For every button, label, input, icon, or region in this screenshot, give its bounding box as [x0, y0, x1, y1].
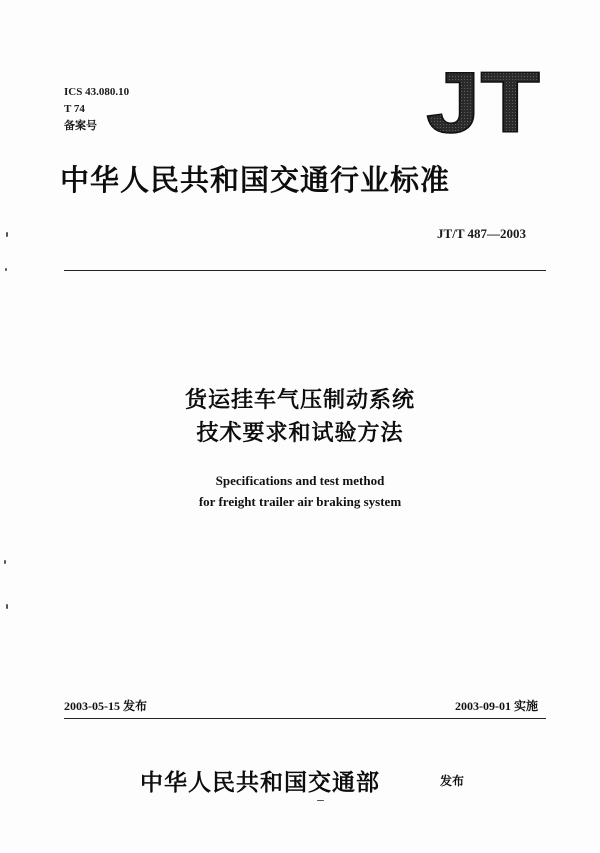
ccs-code: T 74 [64, 103, 85, 115]
standard-number: JT/T 487—2003 [437, 226, 526, 241]
footer-divider [64, 718, 546, 719]
title-english-line-1: Specifications and test method [215, 473, 385, 488]
scan-speck [6, 604, 8, 609]
jt-logo-text: JT [426, 66, 540, 138]
header-divider [64, 270, 546, 271]
org-title: 中华人民共和国交通行业标准 [60, 163, 451, 197]
classification-block [64, 84, 129, 135]
scan-speck [6, 232, 8, 237]
implementation-date: 2003-09-01 实施 [455, 699, 538, 713]
title-english [0, 470, 600, 512]
title-english-line-2: for freight trailer air braking system [198, 494, 402, 509]
title-chinese-line-1: 货运挂车气压制动系统 [184, 388, 415, 413]
title-chinese-line-2: 技术要求和试验方法 [196, 421, 404, 446]
jt-logo [424, 66, 542, 138]
issue-date: 2003-05-15 发布 [64, 699, 147, 713]
title-chinese [0, 384, 600, 450]
scan-speck [317, 800, 324, 801]
issuer-name: 中华人民共和国交通部 [140, 770, 380, 796]
scan-speck [5, 268, 7, 271]
record-number-label: 备案号 [64, 120, 97, 132]
scan-speck [4, 560, 6, 564]
issuer-suffix: 发布 [440, 774, 465, 788]
ics-code: ICS 43.080.10 [64, 86, 130, 98]
